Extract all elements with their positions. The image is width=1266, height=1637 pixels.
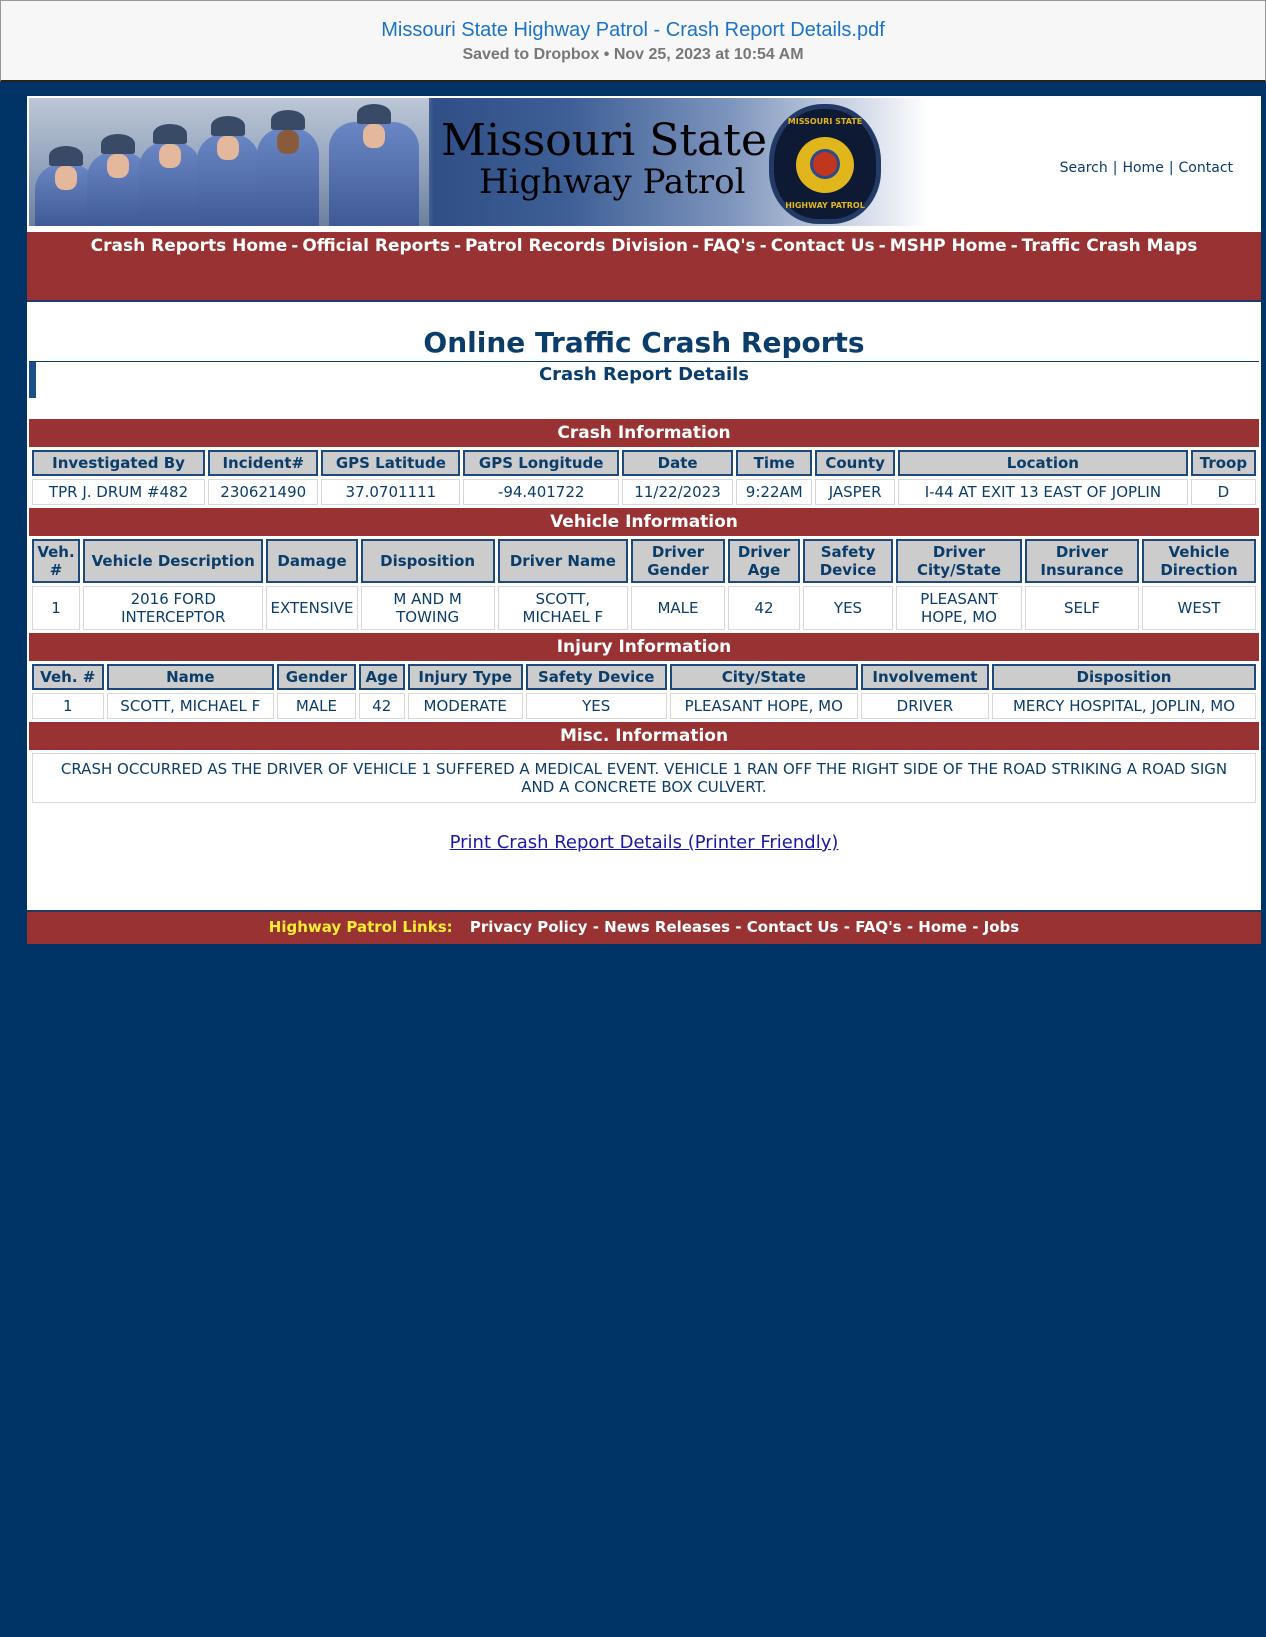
trooper-figure [329,122,419,226]
page-subtitle-bar [29,361,1259,399]
column-header: Driver Age [728,539,800,583]
column-header: Disposition [992,664,1256,690]
column-header: Vehicle Description [83,539,263,583]
column-header: Name [107,664,275,690]
column-header: Injury Type [408,664,523,690]
subtitle-accent [29,362,36,398]
table-cell: SCOTT, MICHAEL F [107,693,275,719]
column-header: Damage [266,539,357,583]
seal-top-text: MISSOURI STATE [787,117,863,126]
column-header: Location [898,450,1188,476]
brand-wordmark [441,115,767,202]
table-cell: 11/22/2023 [622,479,733,505]
column-header: GPS Latitude [321,450,460,476]
footer-link-faqs[interactable]: FAQ's [855,918,902,936]
table-row [32,586,1256,630]
search-link[interactable]: Search [1059,160,1108,176]
web-page [27,96,1261,944]
page-title: Online Traffic Crash Reports [423,326,865,359]
table-row [32,479,1256,505]
column-header: Vehicle Direction [1142,539,1256,583]
injury-information-heading: Injury Information [29,633,1259,661]
column-header: Incident# [208,450,318,476]
brand-line-2: Highway Patrol [479,162,746,202]
column-header: Investigated By [32,450,205,476]
table-cell: 42 [728,586,800,630]
table-cell: MODERATE [408,693,523,719]
nav-traffic-crash-maps[interactable]: Traffic Crash Maps [1021,236,1198,256]
table-cell: M AND M TOWING [361,586,495,630]
table-cell: TPR J. DRUM #482 [32,479,205,505]
table-cell: 37.0701111 [321,479,460,505]
crash-information-heading: Crash Information [29,419,1259,447]
column-header: County [815,450,895,476]
table-cell: 1 [32,586,80,630]
troopers-photo [29,98,429,226]
column-header: Veh. # [32,664,104,690]
table-header-row [32,450,1256,476]
footer-link-news-releases[interactable]: News Releases [604,918,731,936]
table-cell: SELF [1025,586,1139,630]
footer-link-privacy-policy[interactable]: Privacy Policy [469,918,588,936]
nav-mshp-home[interactable]: MSHP Home [889,236,1007,256]
table-cell: WEST [1142,586,1256,630]
utility-links: Search | Home | Contact [1059,160,1233,176]
trooper-figure [139,142,201,226]
crash-information-section [29,419,1259,508]
site-footer: Highway Patrol Links: Privacy Policy - News Releases - Contact Us - FAQ's - Home - Jobs [27,910,1261,944]
nav-official-reports[interactable]: Official Reports [302,236,450,256]
column-header: Involvement [861,664,989,690]
site-banner [27,96,1261,232]
table-row [32,753,1256,803]
table-header-row [32,664,1256,690]
document-saved-status: Saved to Dropbox • Nov 25, 2023 at 10:54 AM [462,46,804,63]
column-header: Driver Name [498,539,628,583]
injury-information-section [29,633,1259,722]
crash-information-table [29,447,1259,508]
column-header: Driver Insurance [1025,539,1139,583]
column-header: Veh. # [32,539,80,583]
table-cell: 1 [32,693,104,719]
column-header: Troop [1191,450,1256,476]
table-cell: MALE [631,586,725,630]
banner-image [29,98,929,226]
print-report-link[interactable]: Print Crash Report Details (Printer Friendly) [449,832,839,853]
table-cell: JASPER [815,479,895,505]
brand-line-1: Missouri State [441,115,767,166]
column-header: Driver Gender [631,539,725,583]
seal-bottom-text: HIGHWAY PATROL [785,201,865,210]
column-header: Time [736,450,812,476]
footer-link-contact-us[interactable]: Contact Us [746,918,839,936]
table-cell: I-44 AT EXIT 13 EAST OF JOPLIN [898,479,1188,505]
column-header: Date [622,450,733,476]
misc-information-table [29,750,1259,806]
table-header-row [32,539,1256,583]
misc-information-heading: Misc. Information [29,722,1259,750]
main-nav: Crash Reports Home - Official Reports - Patrol Records Division - FAQ's - Contact Us - MSHP Home - Traffic Crash Maps [27,232,1261,302]
table-cell: MERCY HOSPITAL, JOPLIN, MO [992,693,1256,719]
table-cell: SCOTT, MICHAEL F [498,586,628,630]
column-header: Safety Device [526,664,667,690]
table-cell: 2016 FORD INTERCEPTOR [83,586,263,630]
misc-information-section [29,722,1259,806]
table-cell: 42 [359,693,405,719]
pdf-viewer-bar [0,0,1266,82]
table-cell: YES [526,693,667,719]
nav-crash-reports-home[interactable]: Crash Reports Home [90,236,288,256]
nav-contact-us[interactable]: Contact Us [770,236,875,256]
table-cell: 9:22AM [736,479,812,505]
injury-information-table [29,661,1259,722]
home-link[interactable]: Home [1122,160,1164,176]
page-subtitle: Crash Report Details [538,364,750,385]
table-cell: 230621490 [208,479,318,505]
misc-narrative: CRASH OCCURRED AS THE DRIVER OF VEHICLE 1 SUFFERED A MEDICAL EVENT. VEHICLE 1 RAN OFF THE RIGHT SIDE OF THE ROAD STRIKING A ROAD SIGN AND A CONCRETE BOX CULVERT. [32,753,1256,803]
table-cell: YES [803,586,893,630]
vehicle-information-section [29,508,1259,633]
table-cell: PLEASANT HOPE, MO [896,586,1022,630]
column-header: Gender [277,664,356,690]
footer-label: Highway Patrol Links: [268,918,453,936]
nav-patrol-records-division[interactable]: Patrol Records Division [465,236,688,256]
document-title: Missouri State Highway Patrol - Crash Report Details.pdf [381,19,885,41]
trooper-figure [257,128,319,226]
column-header: Disposition [361,539,495,583]
table-cell: DRIVER [861,693,989,719]
table-cell: D [1191,479,1256,505]
table-row [32,693,1256,719]
column-header: Age [359,664,405,690]
nav-faqs[interactable]: FAQ's [703,236,756,256]
column-header: City/State [670,664,858,690]
column-header: GPS Longitude [463,450,619,476]
contact-link[interactable]: Contact [1178,160,1233,176]
footer-link-jobs[interactable]: Jobs [983,918,1020,936]
table-cell: PLEASANT HOPE, MO [670,693,858,719]
patrol-seal-icon [769,104,881,224]
trooper-figure [197,134,259,226]
column-header: Driver City/State [896,539,1022,583]
column-header: Safety Device [803,539,893,583]
table-cell: MALE [277,693,356,719]
footer-link-home[interactable]: Home [918,918,967,936]
vehicle-information-table [29,536,1259,633]
vehicle-information-heading: Vehicle Information [29,508,1259,536]
table-cell: -94.401722 [463,479,619,505]
table-cell: EXTENSIVE [266,586,357,630]
